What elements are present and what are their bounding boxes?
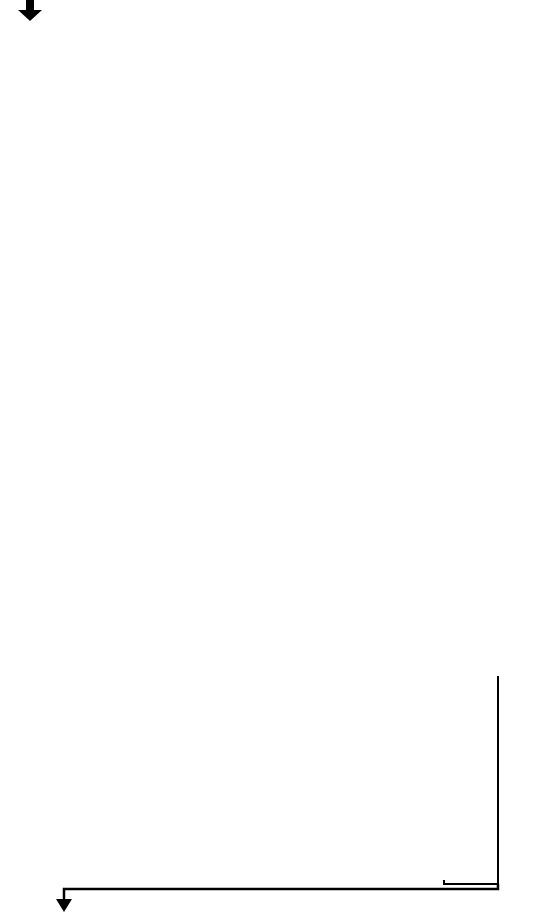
- arrow-down-icon: [0, 0, 60, 22]
